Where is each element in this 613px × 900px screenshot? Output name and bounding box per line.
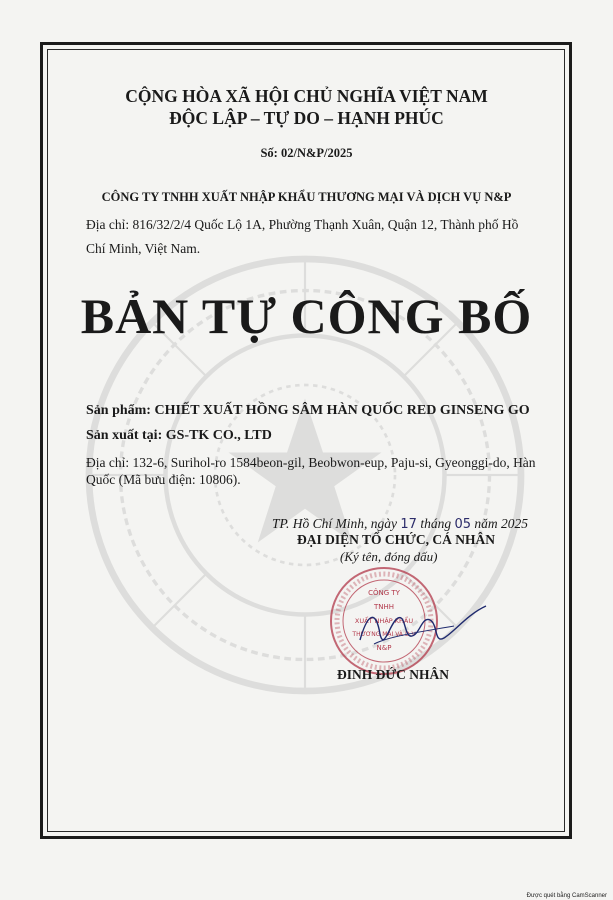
year-label: năm 2025 — [474, 516, 528, 531]
stamp-line4: THƯƠNG MẠI VÀ D.V — [352, 631, 416, 638]
document-title: BẢN TỰ CÔNG BỐ — [80, 288, 533, 344]
stamp-line5: N&P — [376, 644, 392, 652]
month-label: tháng — [420, 516, 452, 531]
scanner-footer: Được quét bằng CamScanner — [526, 893, 607, 899]
representative-title: ĐẠI DIỆN TỔ CHỨC, CÁ NHÂN — [297, 532, 496, 547]
company-address-line2: Chí Minh, Việt Nam. — [86, 241, 201, 256]
nation-title: CỘNG HÒA XÃ HỘI CHỦ NGHĨA VIỆT NAM — [125, 86, 488, 106]
document-number: Số: 02/N&P/2025 — [260, 146, 353, 160]
place-date-prefix: TP. Hồ Chí Minh, ngày — [272, 516, 398, 531]
maker-label: Sản xuất tại: — [86, 428, 163, 443]
month-value: 05 — [454, 517, 471, 532]
maker-line — [86, 428, 272, 444]
maker-address-line1: Địa chỉ: 132-6, Surihol-ro 1584beon-gil, Beobwon-eup, Paju-si, Gyeonggi-do, Hàn — [86, 455, 536, 470]
product-label: Sản phẩm: — [86, 403, 151, 418]
company-name: CÔNG TY TNHH XUẤT NHẬP KHẨU THƯƠNG MẠI VÀ DỊCH VỤ N&P — [101, 190, 512, 204]
day-value: 17 — [400, 517, 417, 532]
signer-name: ĐINH ĐỨC NHÂN — [337, 667, 449, 682]
maker-name: GS-TK CO., LTD — [165, 428, 272, 443]
sign-instruction: (Ký tên, đóng dấu) — [340, 549, 438, 564]
product-name: CHIẾT XUẤT HỒNG SÂM HÀN QUỐC RED GINSENG GO — [154, 403, 530, 418]
nation-motto: ĐỘC LẬP – TỰ DO – HẠNH PHÚC — [169, 108, 444, 128]
stamp-line2: TNHH — [373, 603, 395, 611]
company-address-line1: Địa chỉ: 816/32/2/4 Quốc Lộ 1A, Phường Thạnh Xuân, Quận 12, Thành phố Hồ — [86, 217, 519, 232]
stamp-line1: CÔNG TY — [368, 589, 400, 597]
product-line — [86, 403, 530, 419]
place-date — [272, 516, 528, 532]
maker-address-line2: Quốc (Mã bưu điện: 10806). — [86, 472, 241, 487]
handwritten-signature — [350, 592, 490, 662]
stamp-line3: XUẤT NHẬP KHẨU — [354, 617, 414, 625]
